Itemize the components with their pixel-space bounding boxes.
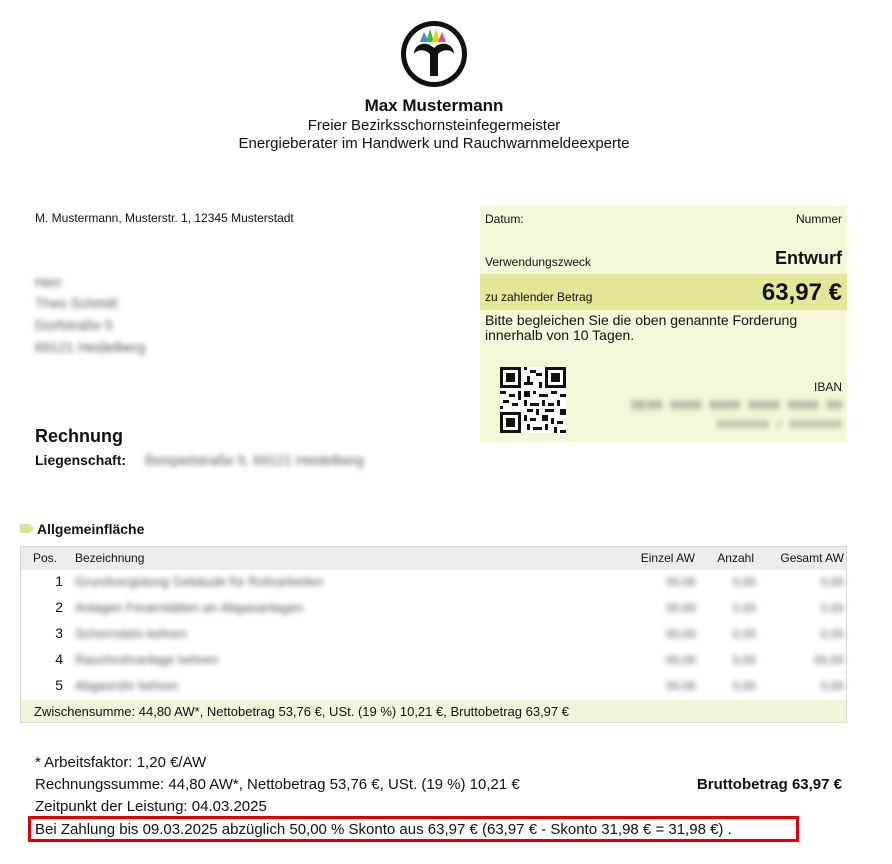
sender-line: M. Mustermann, Musterstr. 1, 12345 Musterstadt (35, 211, 294, 225)
table-row-total-aw: 0,00 (820, 679, 844, 693)
table-row-pos: 2 (55, 599, 63, 615)
property-label: Liegenschaft: (35, 452, 127, 468)
section-marker-icon (20, 524, 34, 533)
work-factor: * Arbeitsfaktor: 1,20 €/AW (35, 754, 207, 771)
column-header-total-aw: Gesamt AW (780, 551, 844, 565)
bic-value: XXXXXXXX / XXXXXXXX (716, 420, 842, 432)
iban-value: DE00 0000 0000 0000 0000 00 (631, 398, 842, 413)
table-row-pos: 1 (55, 573, 63, 589)
table-row-unit-aw: 00,00 (665, 627, 696, 641)
table-row-pos: 4 (55, 651, 63, 667)
table-row-description: Rauchrohranlage kehren (75, 652, 219, 667)
purpose-label: Verwendungszweck (485, 255, 592, 269)
recipient-city: 69121 Heidelberg (35, 339, 146, 355)
table-row-description: Anlagen Feuerstätten an Abgasanlagen (75, 600, 304, 615)
property-value: Beispielstraße 5, 69121 Heidelberg (145, 452, 364, 468)
number-label: Nummer (795, 212, 842, 226)
girocode-qr-icon (500, 367, 566, 433)
skonto-text: Bei Zahlung bis 09.03.2025 abzüglich 50,00 % Skonto aus 63,97 € (63,97 € - Skonto 31,98 € = 31,98 €) . (35, 821, 732, 838)
table-row-pos: 3 (55, 625, 63, 641)
gross-total: Bruttobetrag 63,97 € (696, 776, 842, 793)
table-row-description: Abgasrohr kehren (75, 678, 179, 693)
table-row-quantity: 0,00 (732, 601, 756, 615)
section-title: Allgemeinfläche (37, 521, 145, 537)
date-label: Datum: (485, 212, 524, 226)
invoice-sum: Rechnungssumme: 44,80 AW*, Nettobetrag 53,76 €, USt. (19 %) 10,21 € (35, 776, 520, 793)
recipient-street: Dorfstraße 5 (35, 317, 113, 333)
recipient-salutation: Herr (35, 274, 63, 290)
table-row-unit-aw: 00,00 (665, 575, 696, 589)
document-title: Rechnung (35, 426, 123, 446)
table-row-description: Grundvergütung Gebäude für Rohrarbeiten (75, 574, 324, 589)
amount-label: zu zahlender Betrag (485, 290, 593, 304)
table-row-unit-aw: 00,00 (665, 679, 696, 693)
recipient-name: Theo Schmitt (35, 295, 118, 311)
table-row-pos: 5 (55, 677, 63, 693)
table-row-quantity: 0,00 (732, 575, 756, 589)
status-badge: Entwurf (775, 248, 842, 268)
column-header-description: Bezeichnung (75, 551, 145, 565)
table-row-total-aw: 0,00 (820, 575, 844, 589)
business-title: Freier Bezirksschornsteinfegermeister (307, 117, 561, 134)
table-row-quantity: 0,00 (732, 653, 756, 667)
amount-value: 63,97 € (761, 279, 842, 306)
column-header-pos: Pos. (33, 551, 58, 565)
table-row-total-aw: 00,00 (813, 653, 844, 667)
guild-logo (400, 20, 468, 88)
subtotal-text: Zwischensumme: 44,80 AW*, Nettobetrag 53,76 €, USt. (19 %) 10,21 €, Bruttobetrag 63,97 € (34, 704, 569, 719)
column-header-unit-aw: Einzel AW (640, 551, 695, 565)
table-row-total-aw: 0,00 (820, 601, 844, 615)
iban-label: IBAN (813, 380, 842, 394)
table-row-quantity: 0,00 (732, 627, 756, 641)
table-row-total-aw: 0,00 (820, 627, 844, 641)
performance-date: Zeitpunkt der Leistung: 04.03.2025 (35, 798, 267, 815)
table-row-unit-aw: 00,00 (665, 653, 696, 667)
business-subtitle: Energieberater im Handwerk und Rauchwarnmeldeexperte (238, 135, 630, 152)
table-row-unit-aw: 00,00 (665, 601, 696, 615)
table-row-description: Schornstein kehren (75, 626, 188, 641)
column-header-quantity: Anzahl (717, 551, 754, 565)
payment-note: Bitte begleichen Sie die oben genannte Forderung innerhalb von 10 Tagen. (485, 312, 798, 343)
business-name: Max Mustermann (364, 96, 504, 115)
table-row-quantity: 0,00 (732, 679, 756, 693)
